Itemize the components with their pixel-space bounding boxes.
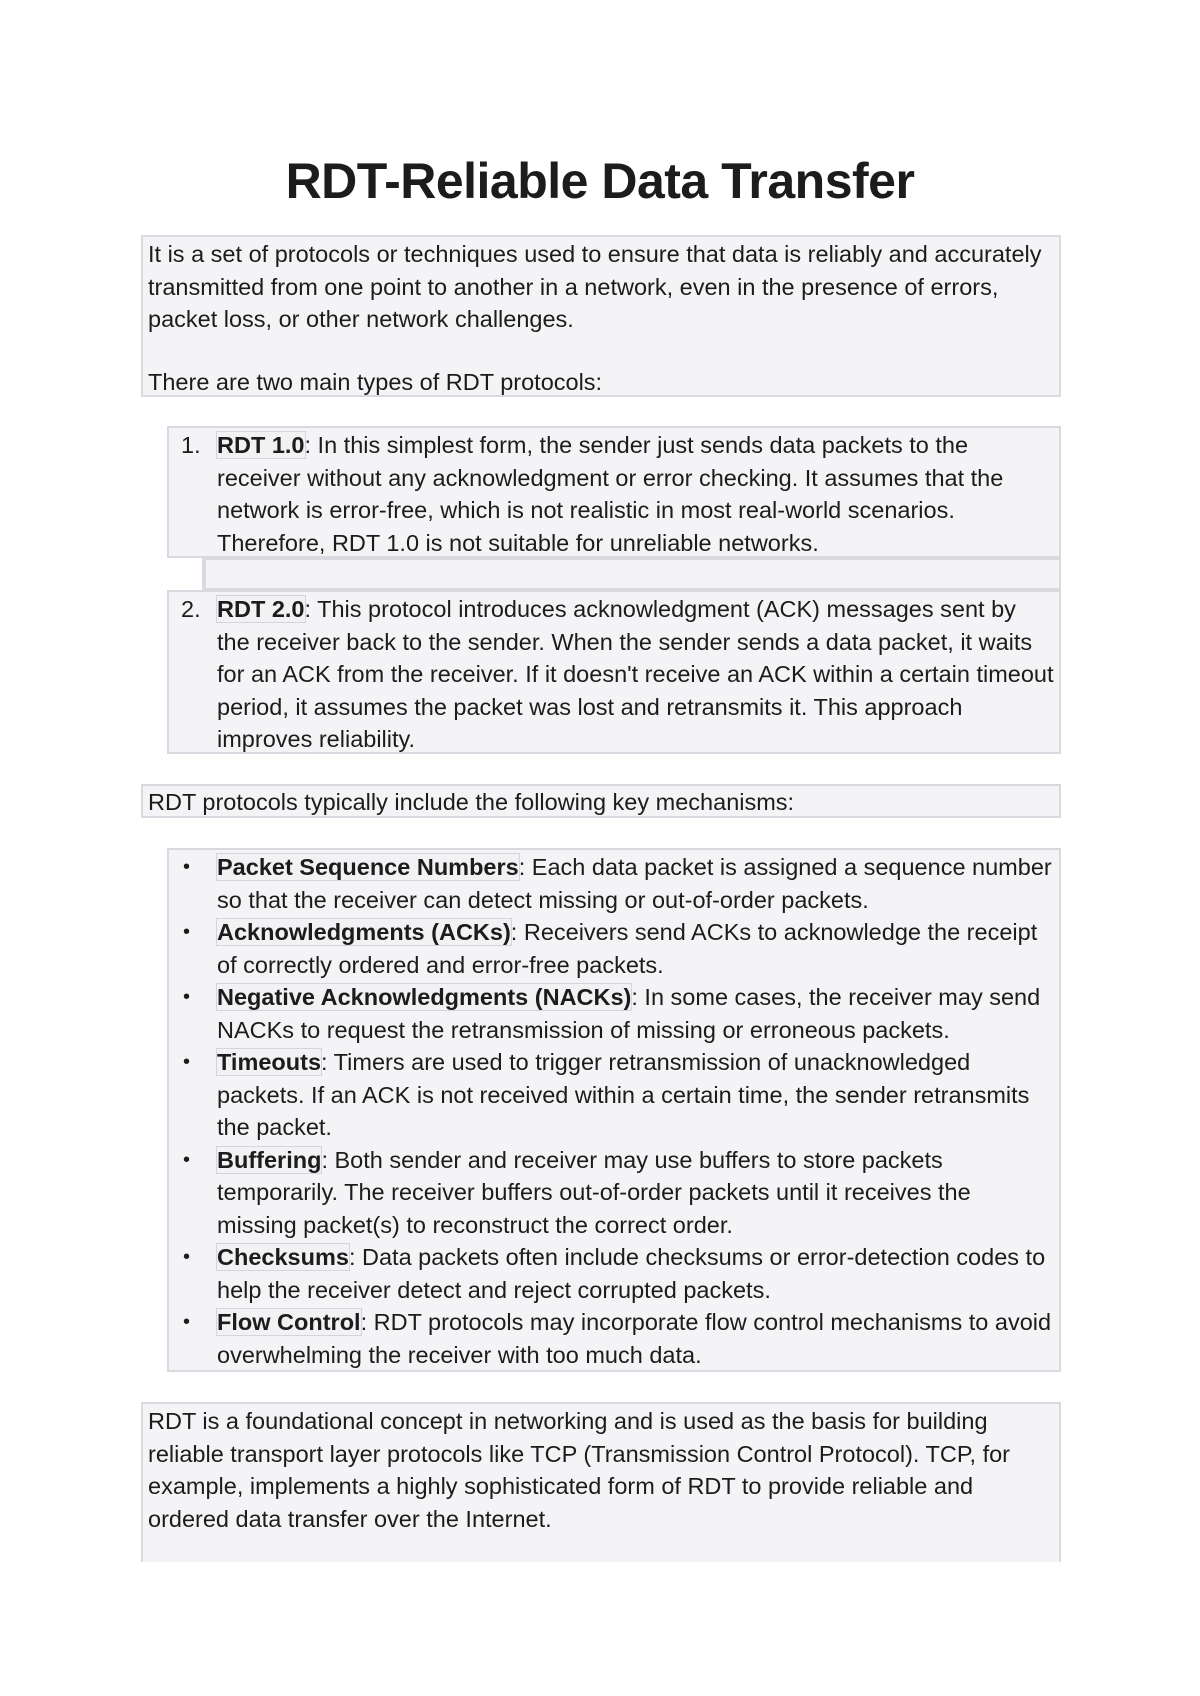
term-checksums: Checksums [217,1244,349,1270]
term-description: : RDT protocols may incorporate flow control mechanisms to avoid overwhelming the receiver with too much data. [217,1309,1052,1368]
list-item [169,916,1059,981]
term-rdt-1-0: RDT 1.0 [217,432,305,458]
term-timeouts: Timeouts [217,1049,322,1075]
term-description: : Timers are used to trigger retransmission of unacknowledged packets. If an ACK is not received within a certain time, the sender retransmits the packet. [217,1049,1030,1140]
list-item-text [217,593,1055,756]
intro-box [141,235,1061,397]
term-rdt-2-0: RDT 2.0 [217,596,305,622]
bullet-icon: • [183,1311,191,1333]
term-buffering: Buffering [217,1146,322,1173]
bullet-icon: • [183,1051,191,1073]
bullet-icon: • [183,1246,191,1268]
list-item-text [217,429,1055,559]
term-description: : This protocol introduces acknowledgment (ACK) messages sent by the receiver back to the sender. When the sender sends a data packet, it waits for an ACK from the receiver. If it doesn't receive an ACK within a certain timeout period, it assumes the packet was lost and retransmits it. This approach improves reliability. [217,596,1054,752]
empty-row-gutter [167,558,204,590]
mechanisms-list [167,848,1061,1372]
rdt-type-item [167,590,1061,754]
mechanisms-intro-box [141,784,1061,818]
mechanisms-lead-in: RDT protocols typically include the following key mechanisms: [148,789,795,815]
bullet-icon: • [183,986,191,1008]
list-item [169,1241,1059,1306]
list-item [169,1046,1059,1144]
list-item [169,851,1059,916]
term-description: : Receivers send ACKs to acknowledge the receipt of correctly ordered and error-free packets. [217,919,1038,978]
term-description: : Data packets often include checksums or error-detection codes to help the receiver detect and reject corrupted packets. [217,1244,1046,1303]
bullet-icon: • [183,1148,191,1171]
conclusion-box [141,1402,1061,1562]
term-description: : In this simplest form, the sender just sends data packets to the receiver without any acknowledgment or error checking. It assumes that the network is error-free, which is not realistic in most real-world scenarios. Therefore, RDT 1.0 is not suitable for unreliable networks. [217,432,1004,556]
term-description: : Both sender and receiver may use buffers to store packets temporarily. The receiver buffers out-of-order packets until it receives the missing packet(s) to reconstruct the correct order. [217,1146,971,1238]
empty-row [204,558,1061,590]
bullet-icon: • [183,856,191,878]
page-title: RDT-Reliable Data Transfer [285,153,915,209]
list-item [169,1144,1059,1242]
term-negative-acknowledgments: Negative Acknowledgments (NACKs) [217,984,632,1010]
list-number: 2. [181,596,201,622]
term-packet-sequence-numbers: Packet Sequence Numbers [217,854,519,880]
types-lead-in: There are two main types of RDT protocols: [148,368,603,395]
term-acknowledgments: Acknowledgments (ACKs) [217,919,511,945]
list-item [169,1306,1059,1371]
term-flow-control: Flow Control [217,1309,361,1335]
bullet-icon: • [183,921,191,943]
rdt-type-item [167,426,1061,558]
conclusion-paragraph: RDT is a foundational concept in networking and is used as the basis for building reliable transport layer protocols like TCP (Transmission Control Protocol). TCP, for example, implements a highly sophisticated form of RDT to provide reliable and ordered data transfer over the Internet. [148,1408,1010,1532]
list-item [169,981,1059,1046]
term-description: : Each data packet is assigned a sequence number so that the receiver can detect missing or out-of-order packets. [217,854,1052,913]
intro-paragraph: It is a set of protocols or techniques used to ensure that data is reliably and accurately transmitted from one point to another in a network, even in the presence of errors, packet loss, or other network challenges. [148,241,1042,332]
list-number: 1. [181,432,201,458]
term-description: : In some cases, the receiver may send NACKs to request the retransmission of missing or erroneous packets. [217,984,1041,1043]
